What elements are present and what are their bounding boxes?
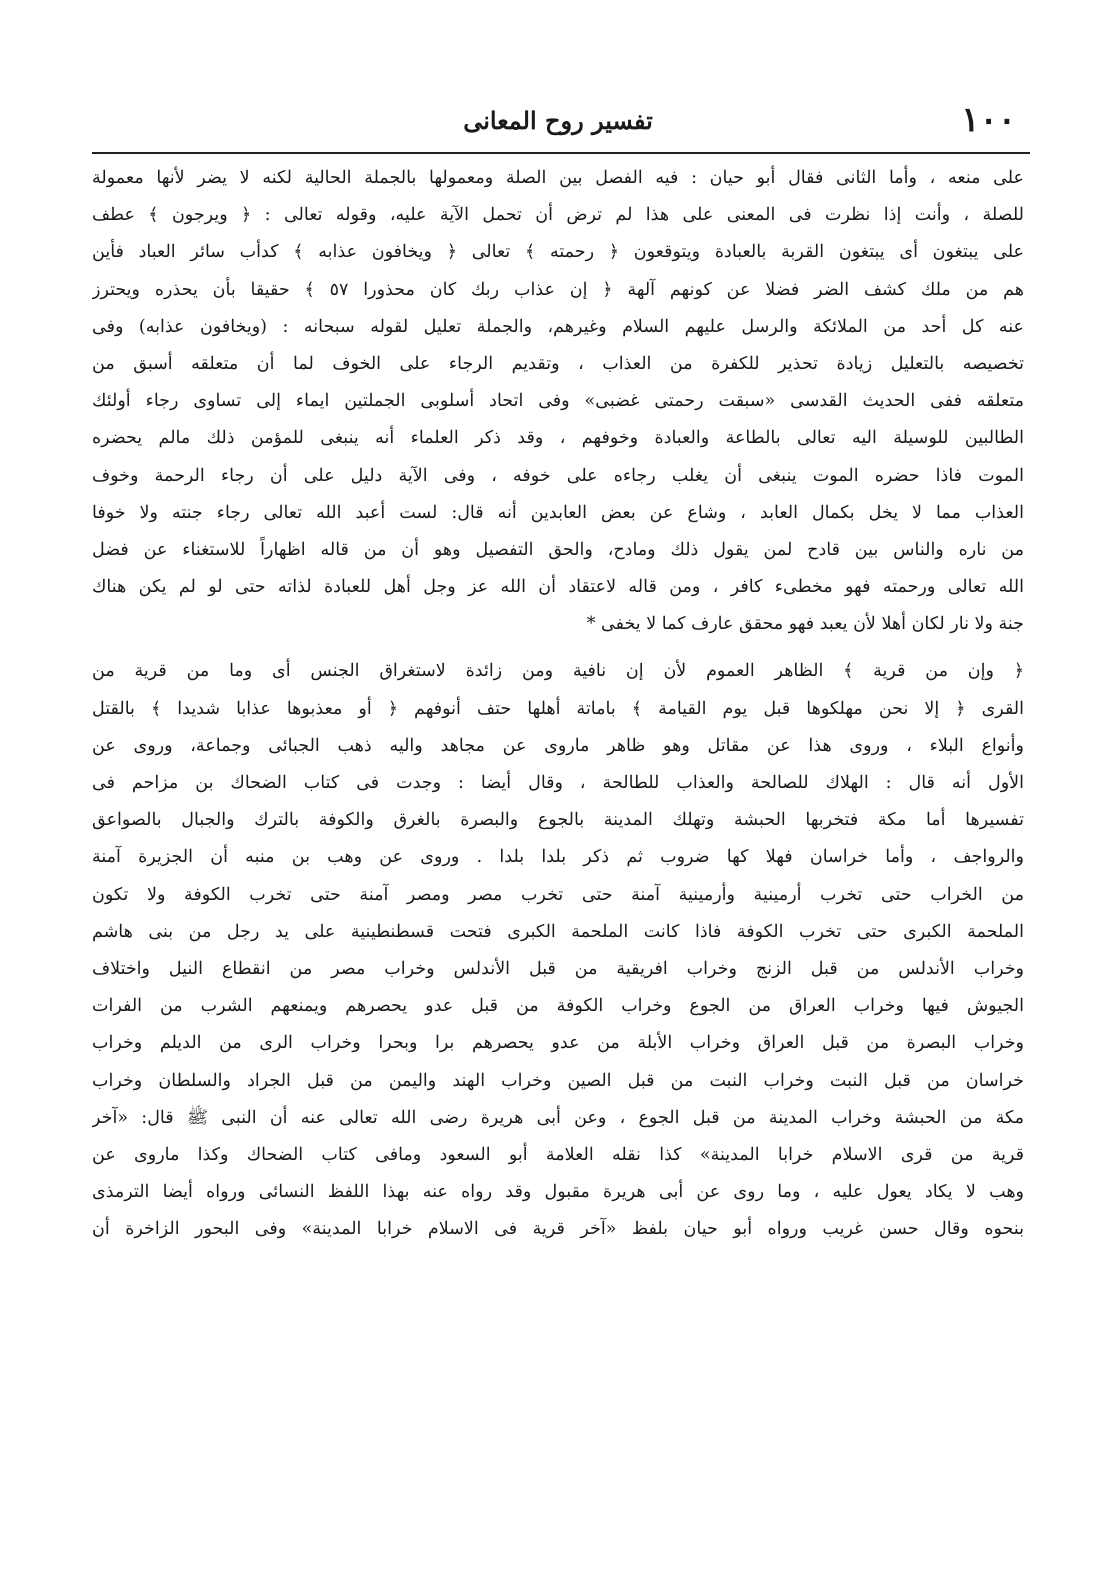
text-line: ﴿ وإن من قرية ﴾ الظاهر العموم لأن إن نافية ومن زائدة لاستغراق الجنس أى وما من قرية من <box>92 661 1024 682</box>
text-line: وخراب الأندلس من قبل الزنج وخراب افريقية من قبل الأندلس وخراب مصر من انقطاع النيل واختلاف <box>92 958 1024 979</box>
text-line: مكة من الحبشة وخراب المدينة من قبل الجوع ، وعن أبى هريرة رضى الله تعالى عنه أن النبى ﷺ قال: «آخر <box>92 1107 1024 1128</box>
text-line: للصلة ، وأنت إذا نظرت فى المعنى على هذا لم ترض أن تحمل الآية عليه، وقوله تعالى : ﴿ ويرجون ﴾ عطف <box>92 205 1024 226</box>
text-line: العذاب مما لا يخل بكمال العابد ، وشاع عن بعض العابدين أنه قال: لست أعبد الله تعالى رجاء جنته ولا خوفا <box>92 502 1024 523</box>
text-line: الطالبين للوسيلة اليه تعالى بالطاعة والعبادة وخوفهم ، وقد ذكر العلماء أنه ينبغى للمؤمن ذلك مالم يحضره <box>92 428 1024 449</box>
text-line: الملحمة الكبرى حتى تخرب الكوفة فاذا كانت الملحمة الكبرى فتحت قسطنطينية على يد رجل من بنى هاشم <box>92 921 1024 942</box>
text-line: الجيوش فيها وخراب العراق من الجوع وخراب الكوفة من قبل عدو يحصرهم ويمنعهم الشرب من الفرات <box>92 996 1024 1017</box>
page-number: ١٠٠ <box>961 100 1016 140</box>
paragraph-gap <box>92 643 1024 653</box>
text-line: القرى ﴿ إلا نحن مهلكوها قبل يوم القيامة ﴾ باماتة أهلها حتف أنوفهم ﴿ أو معذبوها عذابا شديدا ﴾ بالقتل <box>92 698 1024 719</box>
paragraph <box>92 653 1024 1248</box>
text-line: قرية من قرى الاسلام خرابا المدينة» كذا نقله العلامة أبو السعود ومافى كتاب الضحاك وكذا ماروى عن <box>92 1144 1024 1165</box>
text-line: على منعه ، وأما الثانى فقال أبو حيان : فيه الفصل بين الصلة ومعمولها بالجملة الحالية لكنه لا يضر لأنها معمولة <box>92 168 1024 188</box>
text-line: وأنواع البلاء ، وروى هذا عن مقاتل وهو ظاهر ماروى عن مجاهد واليه ذهب الجبائى وجماعة، وروى عن <box>92 735 1024 756</box>
text-line: الأول أنه قال : الهلاك للصالحة والعذاب للطالحة ، وقال أيضا : وجدت فى كتاب الضحاك بن مزاحم فى <box>92 773 1024 793</box>
text-line: عنه كل أحد من الملائكة والرسل عليهم السلام وغيرهم، والجملة تعليل لقوله سبحانه : (ويخافون عذابه) وفى <box>92 316 1024 337</box>
running-title: تفسير روح المعانى <box>463 106 653 135</box>
text-line: الله تعالى ورحمته فهو مخطىء كافر ، ومن قاله لاعتقاد أن الله عز وجل أهل للعبادة لذاته حتى لو لم يكن هناك <box>92 577 1024 598</box>
page <box>92 100 1024 1550</box>
text-line: تفسيرها أما مكة فتخربها الحبشة وتهلك المدينة بالجوع والبصرة بالغرق والكوفة بالترك والجبال بالصواعق <box>92 810 1024 831</box>
text-line: الموت فاذا حضره الموت ينبغى أن يغلب رجاءه على خوفه ، وفى الآية دليل على أن رجاء الرحمة وخوف <box>92 465 1024 486</box>
text-line: على يبتغون أى يبتغون القربة بالعبادة ويتوقعون ﴿ رحمته ﴾ تعالى ﴿ ويخافون عذابه ﴾ كدأب سائر العباد فأين <box>92 242 1024 263</box>
text-line: تخصيصه بالتعليل زيادة تحذير للكفرة من العذاب ، وتقديم الرجاء على الخوف لما أن متعلقه أسبق من <box>92 353 1024 374</box>
text-line: والرواجف ، وأما خراسان فهلا كها ضروب ثم ذكر بلدا بلدا . وروى عن وهب بن منبه أن الجزيرة آمنة <box>92 847 1024 868</box>
paragraph <box>92 160 1024 643</box>
page-body <box>92 160 1024 1248</box>
text-line: وخراب البصرة من قبل العراق وخراب الأبلة من عدو يحصرهم برا وبحرا وخراب الرى من الديلم وخراب <box>92 1033 1024 1054</box>
text-line: من ناره والناس بين قادح لمن يقول ذلك ومادح، والحق التفصيل وهو أن من قاله اظهاراً للاستغناء عن فضل <box>92 539 1024 560</box>
page-header <box>92 100 1024 148</box>
text-line: جنة ولا نار لكان أهلا لأن يعبد فهو محقق عارف كما لا يخفى * <box>586 614 1024 635</box>
text-line: من الخراب حتى تخرب أرمينية وأرمينية آمنة حتى تخرب مصر ومصر آمنة حتى تخرب الكوفة ولا تكون <box>92 884 1024 905</box>
text-line: متعلقه ففى الحديث القدسى «سبقت رحمتى غضبى» وفى اتحاد أسلوبى الجملتين ايماء إلى تساوى رجاء أولئك <box>92 391 1024 412</box>
text-line: بنحوه وقال حسن غريب ورواه أبو حيان بلفظ «آخر قرية فى الاسلام خرابا المدينة» وفى البحور الزاخرة أن <box>92 1219 1024 1240</box>
text-line: هم من ملك كشف الضر فضلا عن كونهم آلهة ﴿ إن عذاب ربك كان محذورا ٥٧ ﴾ حقيقا بأن يحذره ويحترز <box>92 279 1024 300</box>
text-line: خراسان من قبل النبت وخراب النبت من قبل الصين وخراب الهند واليمن من قبل الجراد والسلطان وخراب <box>92 1070 1024 1091</box>
text-line: وهب لا يكاد يعول عليه ، وما روى عن أبى هريرة مقبول وقد رواه عنه بهذا اللفظ النسائى ورواه أيضا الترمذى <box>92 1182 1024 1203</box>
header-divider <box>92 152 1030 154</box>
